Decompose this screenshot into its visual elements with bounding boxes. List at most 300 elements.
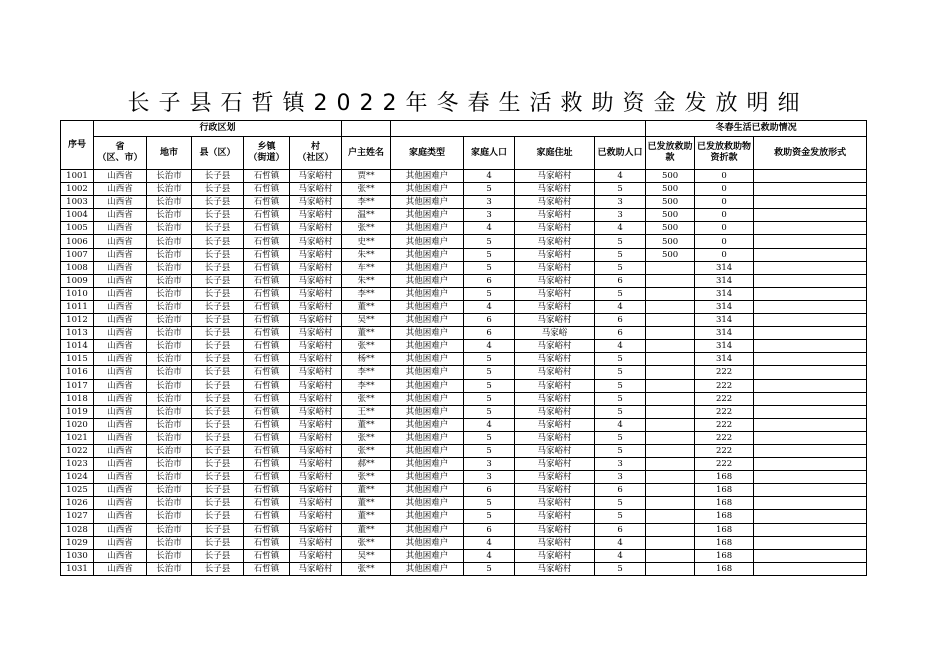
cell-city: 长治市 xyxy=(147,235,192,248)
cell-village: 马家峪村 xyxy=(290,536,342,549)
cell-village: 马家峪村 xyxy=(290,327,342,340)
cell-method xyxy=(754,392,867,405)
cell-size: 5 xyxy=(464,431,515,444)
cell-name: 张** xyxy=(342,471,391,484)
header-town: 乡镇 （街道） xyxy=(244,137,290,170)
cell-city: 长治市 xyxy=(147,536,192,549)
cell-village: 马家峪村 xyxy=(290,300,342,313)
cell-name: 张** xyxy=(342,536,391,549)
cell-province: 山西省 xyxy=(94,222,147,235)
cell-village: 马家峪村 xyxy=(290,287,342,300)
cell-county: 长子县 xyxy=(192,458,244,471)
cell-id: 1019 xyxy=(61,405,94,418)
cell-id: 1018 xyxy=(61,392,94,405)
cell-province: 山西省 xyxy=(94,353,147,366)
cell-id: 1025 xyxy=(61,484,94,497)
cell-address: 马家峪村 xyxy=(515,458,595,471)
cell-city: 长治市 xyxy=(147,196,192,209)
cell-material: 0 xyxy=(695,248,754,261)
header-blank-family xyxy=(391,121,646,137)
cell-method xyxy=(754,444,867,457)
table-row xyxy=(61,248,867,261)
cell-town: 石哲镇 xyxy=(244,523,290,536)
cell-id: 1005 xyxy=(61,222,94,235)
cell-province: 山西省 xyxy=(94,405,147,418)
cell-county: 长子县 xyxy=(192,274,244,287)
cell-province: 山西省 xyxy=(94,549,147,562)
cell-county: 长子县 xyxy=(192,431,244,444)
cell-material: 0 xyxy=(695,196,754,209)
cell-aided: 6 xyxy=(595,274,646,287)
cell-city: 长治市 xyxy=(147,510,192,523)
cell-address: 马家峪村 xyxy=(515,497,595,510)
cell-method xyxy=(754,209,867,222)
cell-city: 长治市 xyxy=(147,287,192,300)
cell-county: 长子县 xyxy=(192,261,244,274)
cell-type: 其他困难户 xyxy=(391,497,464,510)
cell-village: 马家峪村 xyxy=(290,248,342,261)
cell-material: 222 xyxy=(695,418,754,431)
cell-material: 222 xyxy=(695,405,754,418)
cell-type: 其他困难户 xyxy=(391,314,464,327)
cell-method xyxy=(754,287,867,300)
cell-town: 石哲镇 xyxy=(244,261,290,274)
cell-method xyxy=(754,235,867,248)
cell-address: 马家峪村 xyxy=(515,536,595,549)
cell-method xyxy=(754,549,867,562)
cell-address: 马家峪村 xyxy=(515,484,595,497)
cell-material: 314 xyxy=(695,327,754,340)
cell-county: 长子县 xyxy=(192,418,244,431)
cell-city: 长治市 xyxy=(147,261,192,274)
document-title: 长子县石哲镇2022年冬春生活救助资金发放明细 xyxy=(127,91,809,116)
cell-village: 马家峪村 xyxy=(290,562,342,575)
cell-aided: 5 xyxy=(595,379,646,392)
cell-aided: 3 xyxy=(595,196,646,209)
cell-county: 长子县 xyxy=(192,314,244,327)
cell-material: 314 xyxy=(695,261,754,274)
cell-city: 长治市 xyxy=(147,340,192,353)
cell-city: 长治市 xyxy=(147,431,192,444)
cell-village: 马家峪村 xyxy=(290,183,342,196)
cell-method xyxy=(754,248,867,261)
cell-city: 长治市 xyxy=(147,300,192,313)
cell-name: 李** xyxy=(342,287,391,300)
cell-id: 1011 xyxy=(61,300,94,313)
cell-size: 5 xyxy=(464,287,515,300)
table-row xyxy=(61,431,867,444)
cell-cash xyxy=(646,458,695,471)
cell-town: 石哲镇 xyxy=(244,196,290,209)
cell-aided: 5 xyxy=(595,248,646,261)
cell-city: 长治市 xyxy=(147,458,192,471)
cell-method xyxy=(754,418,867,431)
cell-town: 石哲镇 xyxy=(244,471,290,484)
cell-type: 其他困难户 xyxy=(391,183,464,196)
table-row xyxy=(61,562,867,575)
cell-village: 马家峪村 xyxy=(290,471,342,484)
cell-aided: 5 xyxy=(595,497,646,510)
cell-name: 董** xyxy=(342,418,391,431)
cell-size: 5 xyxy=(464,510,515,523)
cell-cash xyxy=(646,379,695,392)
cell-county: 长子县 xyxy=(192,209,244,222)
cell-county: 长子县 xyxy=(192,471,244,484)
cell-address: 马家峪村 xyxy=(515,261,595,274)
cell-method xyxy=(754,170,867,183)
cell-province: 山西省 xyxy=(94,340,147,353)
cell-county: 长子县 xyxy=(192,340,244,353)
cell-aided: 6 xyxy=(595,327,646,340)
cell-address: 马家峪村 xyxy=(515,300,595,313)
cell-id: 1026 xyxy=(61,497,94,510)
cell-name: 张** xyxy=(342,222,391,235)
cell-address: 马家峪村 xyxy=(515,274,595,287)
cell-aided: 5 xyxy=(595,366,646,379)
cell-size: 5 xyxy=(464,444,515,457)
cell-county: 长子县 xyxy=(192,196,244,209)
cell-size: 5 xyxy=(464,261,515,274)
cell-address: 马家峪村 xyxy=(515,431,595,444)
cell-name: 董** xyxy=(342,484,391,497)
table-row xyxy=(61,379,867,392)
cell-material: 314 xyxy=(695,300,754,313)
cell-city: 长治市 xyxy=(147,366,192,379)
cell-size: 5 xyxy=(464,405,515,418)
cell-town: 石哲镇 xyxy=(244,170,290,183)
cell-method xyxy=(754,379,867,392)
cell-village: 马家峪村 xyxy=(290,314,342,327)
cell-county: 长子县 xyxy=(192,536,244,549)
cell-size: 3 xyxy=(464,471,515,484)
cell-village: 马家峪村 xyxy=(290,222,342,235)
cell-size: 3 xyxy=(464,458,515,471)
table-row xyxy=(61,300,867,313)
cell-village: 马家峪村 xyxy=(290,405,342,418)
cell-town: 石哲镇 xyxy=(244,549,290,562)
cell-method xyxy=(754,484,867,497)
header-county: 县（区） xyxy=(192,137,244,170)
cell-size: 5 xyxy=(464,392,515,405)
cell-city: 长治市 xyxy=(147,314,192,327)
cell-name: 李** xyxy=(342,196,391,209)
cell-id: 1015 xyxy=(61,353,94,366)
cell-size: 4 xyxy=(464,536,515,549)
cell-province: 山西省 xyxy=(94,314,147,327)
cell-name: 王** xyxy=(342,405,391,418)
cell-id: 1024 xyxy=(61,471,94,484)
cell-county: 长子县 xyxy=(192,392,244,405)
cell-city: 长治市 xyxy=(147,444,192,457)
cell-county: 长子县 xyxy=(192,549,244,562)
cell-town: 石哲镇 xyxy=(244,366,290,379)
cell-cash xyxy=(646,549,695,562)
cell-size: 5 xyxy=(464,562,515,575)
cell-province: 山西省 xyxy=(94,327,147,340)
cell-type: 其他困难户 xyxy=(391,484,464,497)
header-household-head: 户主姓名 xyxy=(342,137,391,170)
cell-method xyxy=(754,405,867,418)
cell-method xyxy=(754,327,867,340)
cell-town: 石哲镇 xyxy=(244,405,290,418)
cell-address: 马家峪村 xyxy=(515,314,595,327)
cell-aided: 3 xyxy=(595,458,646,471)
cell-cash xyxy=(646,261,695,274)
cell-town: 石哲镇 xyxy=(244,340,290,353)
cell-cash xyxy=(646,484,695,497)
cell-method xyxy=(754,497,867,510)
table-row xyxy=(61,497,867,510)
cell-size: 4 xyxy=(464,222,515,235)
cell-province: 山西省 xyxy=(94,183,147,196)
cell-name: 吴** xyxy=(342,549,391,562)
table-row xyxy=(61,261,867,274)
header-city: 地市 xyxy=(147,137,192,170)
cell-size: 4 xyxy=(464,300,515,313)
cell-town: 石哲镇 xyxy=(244,353,290,366)
cell-size: 6 xyxy=(464,327,515,340)
cell-aided: 5 xyxy=(595,235,646,248)
cell-type: 其他困难户 xyxy=(391,418,464,431)
table-row xyxy=(61,471,867,484)
cell-type: 其他困难户 xyxy=(391,379,464,392)
table-row xyxy=(61,327,867,340)
cell-size: 5 xyxy=(464,248,515,261)
cell-cash xyxy=(646,353,695,366)
cell-aided: 3 xyxy=(595,209,646,222)
cell-aided: 5 xyxy=(595,562,646,575)
cell-city: 长治市 xyxy=(147,379,192,392)
cell-material: 0 xyxy=(695,222,754,235)
cell-county: 长子县 xyxy=(192,523,244,536)
cell-cash xyxy=(646,300,695,313)
cell-city: 长治市 xyxy=(147,562,192,575)
cell-city: 长治市 xyxy=(147,353,192,366)
cell-cash xyxy=(646,418,695,431)
cell-name: 张** xyxy=(342,340,391,353)
cell-province: 山西省 xyxy=(94,170,147,183)
cell-type: 其他困难户 xyxy=(391,196,464,209)
cell-cash: 500 xyxy=(646,170,695,183)
cell-type: 其他困难户 xyxy=(391,340,464,353)
cell-cash xyxy=(646,327,695,340)
cell-id: 1027 xyxy=(61,510,94,523)
cell-cash xyxy=(646,523,695,536)
table-row xyxy=(61,222,867,235)
cell-aided: 4 xyxy=(595,536,646,549)
cell-id: 1010 xyxy=(61,287,94,300)
header-payment-method: 救助资金发放形式 xyxy=(754,137,867,170)
cell-size: 3 xyxy=(464,196,515,209)
cell-address: 马家峪村 xyxy=(515,209,595,222)
header-material-value: 已发放救助物资折款 xyxy=(695,137,754,170)
cell-village: 马家峪村 xyxy=(290,235,342,248)
cell-type: 其他困难户 xyxy=(391,523,464,536)
cell-aided: 5 xyxy=(595,287,646,300)
cell-province: 山西省 xyxy=(94,300,147,313)
table-row xyxy=(61,340,867,353)
cell-town: 石哲镇 xyxy=(244,444,290,457)
cell-county: 长子县 xyxy=(192,405,244,418)
cell-method xyxy=(754,196,867,209)
table-row xyxy=(61,549,867,562)
cell-village: 马家峪村 xyxy=(290,353,342,366)
cell-county: 长子县 xyxy=(192,497,244,510)
cell-size: 4 xyxy=(464,170,515,183)
cell-size: 5 xyxy=(464,497,515,510)
cell-province: 山西省 xyxy=(94,458,147,471)
cell-aided: 4 xyxy=(595,340,646,353)
cell-province: 山西省 xyxy=(94,523,147,536)
table-row xyxy=(61,353,867,366)
cell-type: 其他困难户 xyxy=(391,431,464,444)
cell-id: 1004 xyxy=(61,209,94,222)
cell-type: 其他困难户 xyxy=(391,261,464,274)
cell-type: 其他困难户 xyxy=(391,366,464,379)
cell-name: 张** xyxy=(342,392,391,405)
cell-aided: 4 xyxy=(595,170,646,183)
cell-aided: 5 xyxy=(595,431,646,444)
cell-town: 石哲镇 xyxy=(244,510,290,523)
cell-id: 1012 xyxy=(61,314,94,327)
cell-village: 马家峪村 xyxy=(290,392,342,405)
cell-county: 长子县 xyxy=(192,484,244,497)
cell-material: 222 xyxy=(695,444,754,457)
cell-material: 222 xyxy=(695,458,754,471)
cell-material: 168 xyxy=(695,497,754,510)
cell-aided: 5 xyxy=(595,261,646,274)
cell-address: 马家峪村 xyxy=(515,366,595,379)
cell-aided: 6 xyxy=(595,484,646,497)
header-province: 省 （区、市） xyxy=(94,137,147,170)
cell-id: 1002 xyxy=(61,183,94,196)
cell-address: 马家峪村 xyxy=(515,235,595,248)
cell-name: 杨** xyxy=(342,353,391,366)
cell-aided: 5 xyxy=(595,353,646,366)
cell-city: 长治市 xyxy=(147,497,192,510)
header-cash-paid: 已发放救助款 xyxy=(646,137,695,170)
cell-method xyxy=(754,536,867,549)
table-row xyxy=(61,183,867,196)
header-family-type: 家庭类型 xyxy=(391,137,464,170)
cell-aided: 5 xyxy=(595,405,646,418)
cell-cash xyxy=(646,366,695,379)
cell-cash xyxy=(646,497,695,510)
cell-type: 其他困难户 xyxy=(391,471,464,484)
cell-village: 马家峪村 xyxy=(290,418,342,431)
cell-address: 马家峪村 xyxy=(515,405,595,418)
cell-address: 马家峪村 xyxy=(515,287,595,300)
cell-address: 马家峪村 xyxy=(515,379,595,392)
cell-id: 1003 xyxy=(61,196,94,209)
cell-material: 314 xyxy=(695,287,754,300)
cell-material: 314 xyxy=(695,340,754,353)
cell-village: 马家峪村 xyxy=(290,444,342,457)
cell-address: 马家峪村 xyxy=(515,523,595,536)
cell-address: 马家峪 xyxy=(515,327,595,340)
cell-province: 山西省 xyxy=(94,484,147,497)
cell-cash: 500 xyxy=(646,183,695,196)
table-row xyxy=(61,405,867,418)
cell-id: 1001 xyxy=(61,170,94,183)
table-row xyxy=(61,536,867,549)
cell-address: 马家峪村 xyxy=(515,562,595,575)
relief-table xyxy=(60,120,867,576)
cell-id: 1030 xyxy=(61,549,94,562)
cell-aided: 4 xyxy=(595,222,646,235)
cell-name: 董** xyxy=(342,510,391,523)
cell-aided: 4 xyxy=(595,300,646,313)
cell-town: 石哲镇 xyxy=(244,431,290,444)
cell-aided: 4 xyxy=(595,549,646,562)
cell-method xyxy=(754,510,867,523)
table-row xyxy=(61,274,867,287)
cell-material: 168 xyxy=(695,549,754,562)
cell-town: 石哲镇 xyxy=(244,183,290,196)
table-row xyxy=(61,484,867,497)
table-row xyxy=(61,510,867,523)
cell-id: 1008 xyxy=(61,261,94,274)
cell-address: 马家峪村 xyxy=(515,510,595,523)
cell-address: 马家峪村 xyxy=(515,340,595,353)
table-row xyxy=(61,523,867,536)
cell-material: 168 xyxy=(695,523,754,536)
cell-cash: 500 xyxy=(646,222,695,235)
cell-size: 4 xyxy=(464,340,515,353)
cell-size: 5 xyxy=(464,183,515,196)
table-row xyxy=(61,287,867,300)
cell-town: 石哲镇 xyxy=(244,314,290,327)
table-body xyxy=(61,170,867,576)
cell-village: 马家峪村 xyxy=(290,261,342,274)
cell-city: 长治市 xyxy=(147,549,192,562)
cell-type: 其他困难户 xyxy=(391,549,464,562)
cell-method xyxy=(754,183,867,196)
cell-town: 石哲镇 xyxy=(244,209,290,222)
cell-cash xyxy=(646,431,695,444)
cell-county: 长子县 xyxy=(192,235,244,248)
cell-id: 1022 xyxy=(61,444,94,457)
cell-name: 贾** xyxy=(342,170,391,183)
cell-method xyxy=(754,314,867,327)
cell-town: 石哲镇 xyxy=(244,274,290,287)
cell-province: 山西省 xyxy=(94,418,147,431)
cell-address: 马家峪村 xyxy=(515,471,595,484)
cell-size: 6 xyxy=(464,314,515,327)
cell-address: 马家峪村 xyxy=(515,418,595,431)
cell-id: 1021 xyxy=(61,431,94,444)
cell-province: 山西省 xyxy=(94,287,147,300)
cell-cash: 500 xyxy=(646,248,695,261)
cell-town: 石哲镇 xyxy=(244,484,290,497)
cell-city: 长治市 xyxy=(147,248,192,261)
cell-name: 张** xyxy=(342,183,391,196)
cell-county: 长子县 xyxy=(192,379,244,392)
header-aid-section: 冬春生活已救助情况 xyxy=(646,121,867,137)
cell-province: 山西省 xyxy=(94,379,147,392)
cell-city: 长治市 xyxy=(147,209,192,222)
cell-material: 168 xyxy=(695,536,754,549)
cell-name: 郝** xyxy=(342,458,391,471)
cell-town: 石哲镇 xyxy=(244,222,290,235)
cell-province: 山西省 xyxy=(94,510,147,523)
cell-size: 4 xyxy=(464,549,515,562)
cell-aided: 5 xyxy=(595,183,646,196)
cell-method xyxy=(754,353,867,366)
cell-id: 1014 xyxy=(61,340,94,353)
cell-material: 0 xyxy=(695,235,754,248)
cell-name: 李** xyxy=(342,379,391,392)
